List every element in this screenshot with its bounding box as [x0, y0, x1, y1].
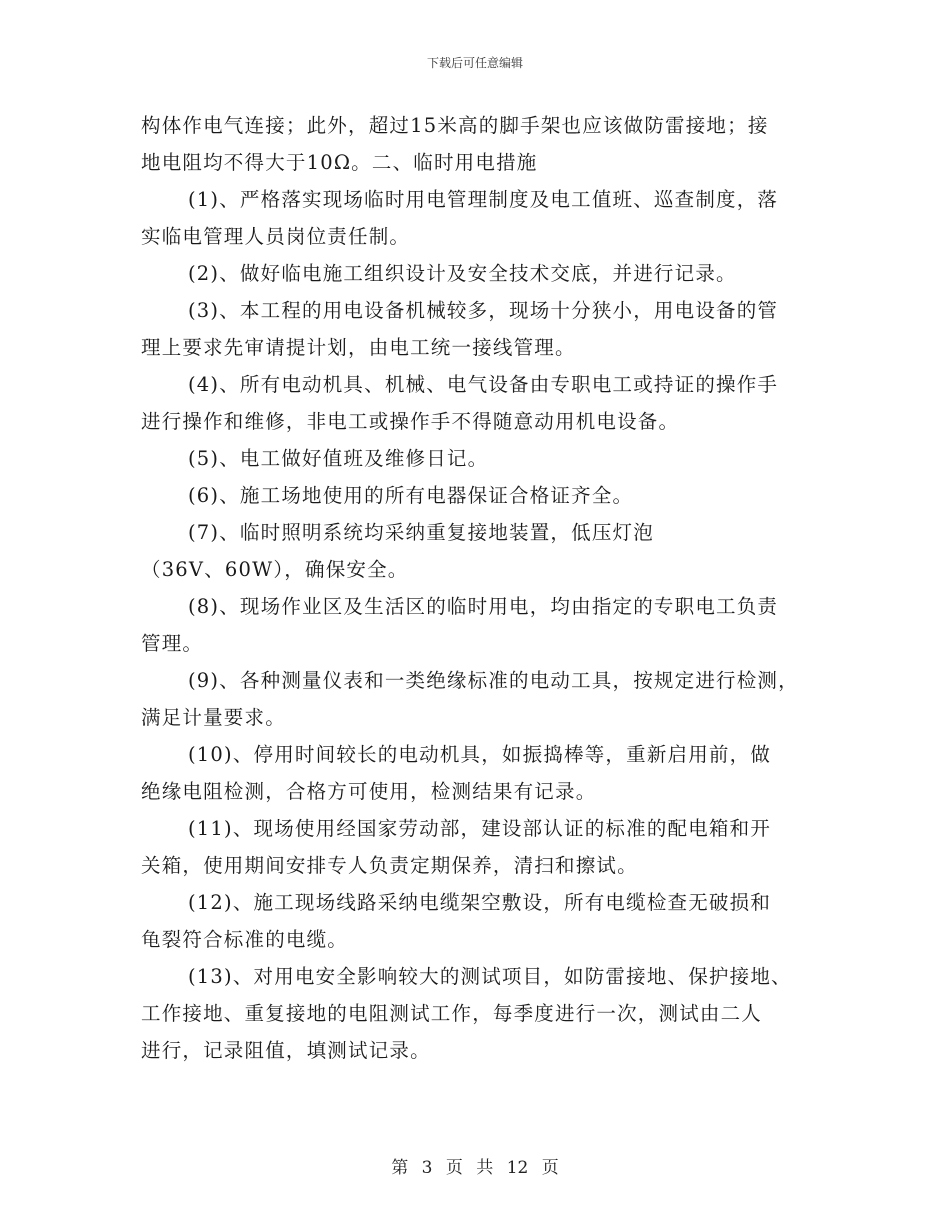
text-line: (6)、施工场地使用的所有电器保证合格证齐全。	[188, 484, 634, 507]
total-pages: 12	[506, 1158, 529, 1178]
text-line: (2)、做好临电施工组织设计及安全技术交底，并进行记录。	[188, 262, 737, 285]
page-header: 下载后可任意编辑	[426, 56, 523, 70]
page-label-mid: 页	[445, 1158, 463, 1178]
text-line: 地电阻均不得大于10Ω。二、临时用电措施	[141, 151, 538, 174]
text-line: 龟裂符合标准的电缆。	[141, 928, 349, 951]
total-label: 共	[476, 1158, 494, 1178]
text-line: (4)、所有电动机具、机械、电气设备由专职电工或持证的操作手	[188, 373, 779, 396]
page-number: 3	[421, 1158, 433, 1178]
text-line: 理上要求先审请提计划，由电工统一接线管理。	[141, 336, 576, 359]
text-line: (10)、停用时间较长的电动机具，如振捣棒等，重新启用前，做	[188, 743, 772, 766]
text-line: (5)、电工做好值班及维修日记。	[188, 447, 489, 470]
text-line: (13)、对用电安全影响较大的测试项目，如防雷接地、保护接地、	[188, 965, 792, 988]
text-line: (11)、现场使用经国家劳动部，建设部认证的标准的配电箱和开	[188, 817, 772, 840]
text-line: 实临电管理人员岗位责任制。	[141, 225, 411, 248]
text-line: 进行，记录阻值，填测试记录。	[141, 1039, 431, 1062]
text-line: 管理。	[141, 632, 204, 655]
text-line: 绝缘电阻检测，合格方可使用，检测结果有记录。	[141, 780, 597, 803]
document-body	[141, 107, 821, 1069]
text-line: (7)、临时照明系统均采纳重复接地装置，低压灯泡	[188, 521, 654, 544]
page-label-suffix: 页	[541, 1158, 559, 1178]
text-line: 进行操作和维修，非电工或操作手不得随意动用机电设备。	[141, 410, 680, 433]
page-label-prefix: 第	[391, 1158, 409, 1178]
text-line: (8)、现场作业区及生活区的临时用电，均由指定的专职电工负责	[188, 595, 779, 618]
page-footer	[0, 1153, 950, 1178]
text-line: 构体作电气连接；此外，超过15米高的脚手架也应该做防雷接地；接	[141, 114, 769, 137]
text-line: (3)、本工程的用电设备机械较多，现场十分狭小，用电设备的管	[188, 299, 779, 322]
text-line: (12)、施工现场线路采纳电缆架空敷设，所有电缆检查无破损和	[188, 891, 772, 914]
text-line: (9)、各种测量仪表和一类绝缘标准的电动工具，按规定进行检测，	[188, 669, 799, 692]
text-line: （36V、60W），确保安全。	[141, 558, 409, 581]
text-line: 满足计量要求。	[141, 706, 286, 729]
text-line: 工作接地、重复接地的电阻测试工作，每季度进行一次，测试由二人	[141, 1002, 763, 1025]
text-line: 关箱，使用期间安排专人负责定期保养，清扫和擦试。	[141, 854, 638, 877]
text-line: (1)、严格落实现场临时用电管理制度及电工值班、巡查制度，落	[188, 188, 779, 211]
